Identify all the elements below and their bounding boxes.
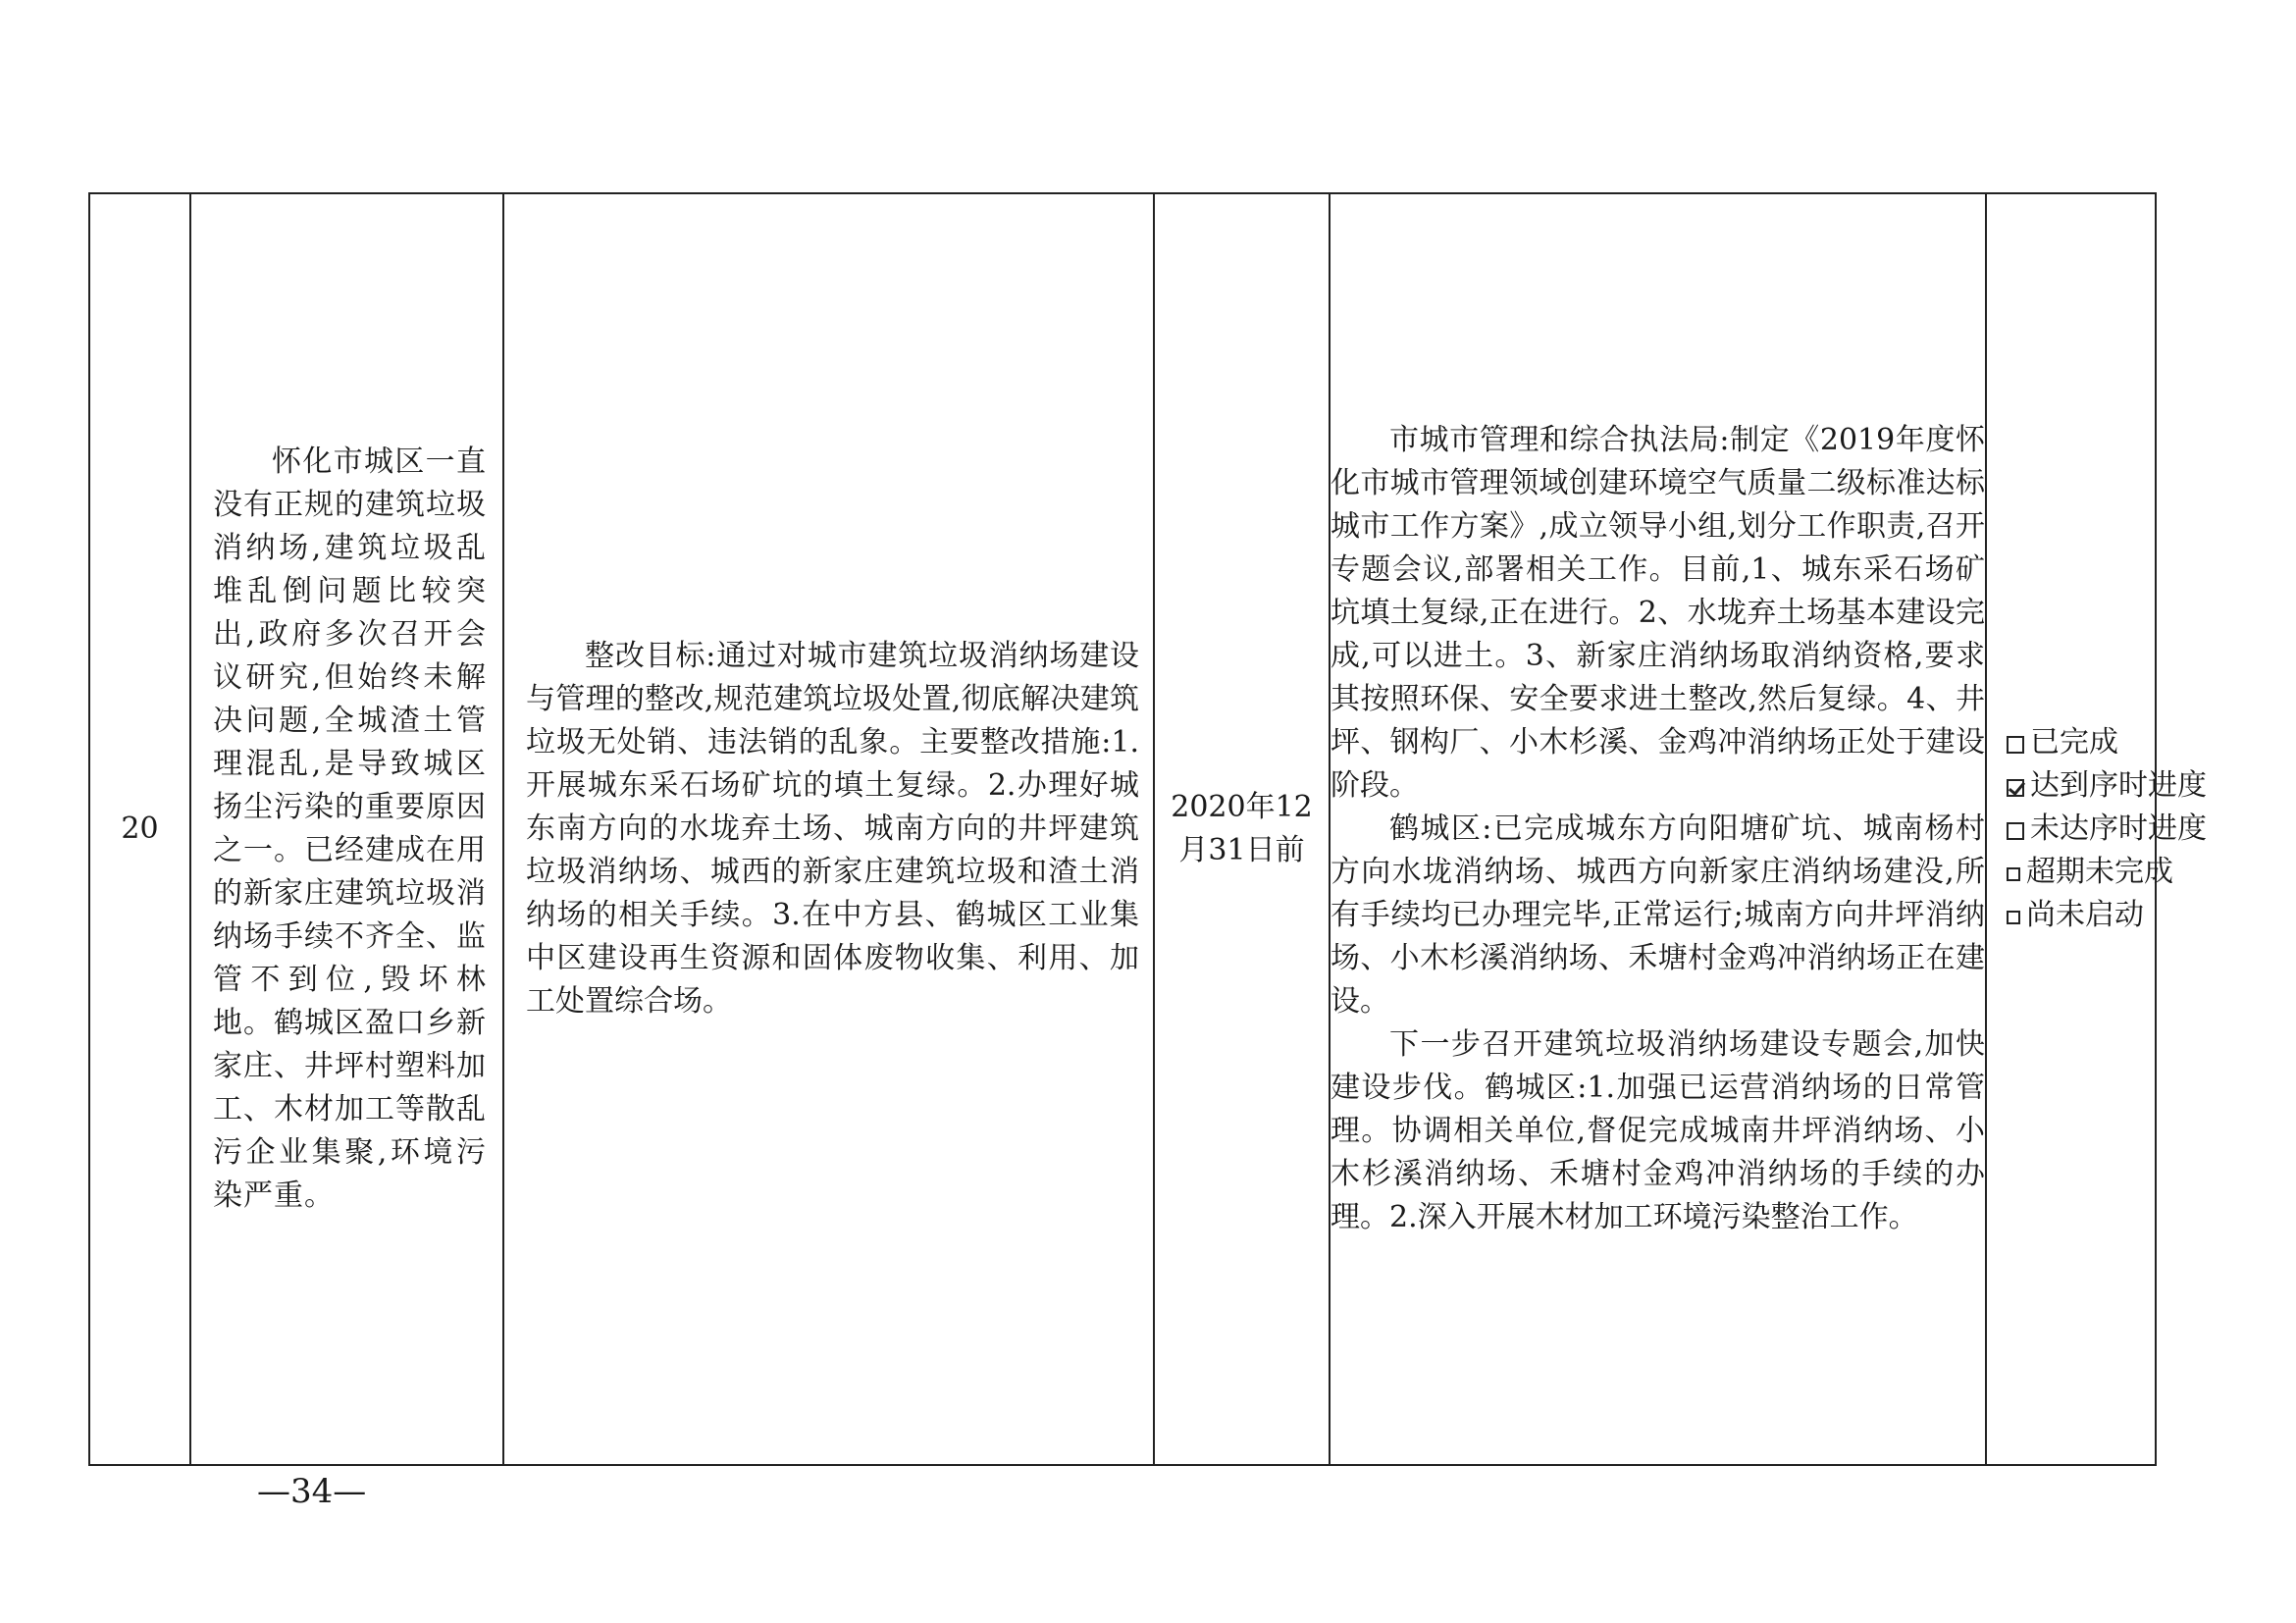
status-checklist — [1987, 721, 2207, 937]
progress-cell — [1330, 193, 1986, 1465]
status-label: 尚未启动 — [2026, 898, 2144, 932]
status-label: 达到序时进度 — [2030, 768, 2207, 803]
progress-paragraph: 鹤城区:已完成城东方向阳塘矿坑、城南杨村方向水垅消纳场、城西方向新家庄消纳场建没,所有手续均已办理完毕,正常运行;城南方向井坪消纳场、小木杉溪消纳场、禾塘村金鸡冲消纳场正在建设。 — [1331, 812, 1985, 1019]
problem-cell — [190, 193, 503, 1465]
page-number: —34— — [257, 1472, 367, 1511]
checkbox-icon[interactable] — [2007, 911, 2020, 924]
status-cell — [1986, 193, 2207, 1465]
status-label: 未达序时进度 — [2030, 812, 2207, 846]
status-option[interactable] — [2007, 851, 2173, 894]
measures-text: 整改目标:通过对城市建筑垃圾消纳场建设与管理的整改,规范建筑垃圾处置,彻底解决建筑垃圾无处销、违法销的乱象。主要整改措施:1.开展城东采石场矿坑的填土复绿。2.办理好城东南方向的水垅弃土场、城南方向的井坪建筑垃圾消纳场、城西的新家庄建筑垃圾和渣土消纳场的相关手续。3.在中方县、鹤城区工业集中区建设再生资源和固体废物收集、利用、加工处置综合场。 — [526, 639, 1139, 1019]
status-label: 超期未完成 — [2026, 855, 2173, 889]
row-number-cell — [89, 193, 190, 1465]
status-option[interactable] — [2007, 764, 2207, 808]
progress-paragraph: 市城市管理和综合执法局:制定《2019年度怀化市城市管理领域创建环境空气质量二级标准达标城市工作方案》,成立领导小组,划分工作职责,召开专题会议,部署相关工作。目前,1、城东采石场矿坑填土复绿,正在进行。2、水垅弃土场基本建设完成,可以进土。3、新家庄消纳场取消纳资格,要求其按照环保、安全要求进土整改,然后复绿。4、井坪、钢构厂、小木杉溪、金鸡冲消纳场正处于建设阶段。 — [1331, 423, 1985, 803]
table-row — [89, 193, 2156, 1465]
measures-cell — [503, 193, 1154, 1465]
rectification-table — [88, 192, 2207, 1466]
status-option[interactable] — [2007, 894, 2155, 937]
row-number: 20 — [121, 812, 159, 846]
checkbox-icon[interactable] — [2007, 867, 2020, 881]
status-option[interactable] — [2007, 721, 2155, 764]
checked-checkbox-icon[interactable] — [2007, 779, 2024, 797]
status-label: 已完成 — [2030, 725, 2118, 759]
checkbox-icon[interactable] — [2007, 736, 2024, 754]
problem-text: 怀化市城区一直没有正规的建筑垃圾消纳场,建筑垃圾乱堆乱倒问题比较突出,政府多次召开会议研究,但始终未解决问题,全城渣土管理混乱,是导致城区扬尘污染的重要原因之一。已经建成在用的新家庄建筑垃圾消纳场手续不齐全、监管不到位,毁坏林地。鹤城区盈口乡新家庄、井坪村塑料加工、木材加工等散乱污企业集聚,环境污染严重。 — [213, 445, 487, 1213]
status-option[interactable] — [2007, 808, 2207, 851]
progress-paragraph: 下一步召开建筑垃圾消纳场建设专题会,加快建设步伐。鹤城区:1.加强已运营消纳场的日常管理。协调相关单位,督促完成城南井坪消纳场、小木杉溪消纳场、禾塘村金鸡冲消纳场的手续的办理。2.深入开展木材加工环境污染整治工作。 — [1331, 1027, 1985, 1234]
deadline-cell — [1154, 193, 1330, 1465]
checkbox-icon[interactable] — [2007, 822, 2024, 840]
deadline-text: 2020年12月31日前 — [1171, 790, 1313, 867]
